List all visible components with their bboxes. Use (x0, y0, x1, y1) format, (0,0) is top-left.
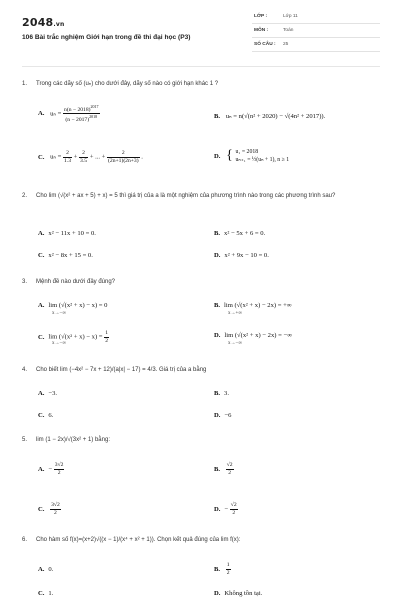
limit-subscript: x→−∞ (228, 341, 242, 346)
question-3 (22, 278, 382, 287)
question-number: 5. (22, 437, 28, 443)
option-text: uₙ = n(√(n² + 2020) − √(4n² + 2017)). (225, 113, 326, 120)
question-stem: lim (1 − 2x)/√(3x² + 1) bằng: (36, 437, 110, 443)
question-text (22, 536, 382, 545)
limit-subscript: x→−∞ (52, 341, 66, 346)
option-a[interactable]: A. −3. (38, 390, 58, 397)
fraction-numerator: n(n − 2018) (64, 106, 91, 113)
logo-suffix: .vn (53, 21, 65, 28)
question-1 (22, 80, 382, 89)
option-c[interactable]: C. $\frac{3√2}{2}$ (38, 502, 60, 516)
question-text (22, 366, 382, 375)
option-b[interactable]: B. $\frac{√2}{2}$ (214, 462, 233, 476)
option-fraction (63, 104, 99, 124)
option-c[interactable]: C. uₙ = $\frac{2}{1.3}$ + $\frac{2}{3.5}$ + ... + $\frac{2}{(2n+1)(2n+3)}$ . (38, 150, 143, 164)
fraction-denominator: (n − 2017) (65, 117, 90, 124)
question-2 (22, 192, 382, 201)
option-d[interactable]: D. − $\frac{√2}{2}$ (214, 502, 237, 516)
option-b[interactable]: B. lim (√(x² + x) − 2x) = +∞ x→+∞ (214, 302, 292, 316)
question-stem: Cho biết lim (−4x² − 7x + 12)/(a|x| − 17) = 4/3. Giá trị của a bằng (36, 367, 207, 373)
option-a[interactable]: A. lim (√(x² + x) − x) = 0 x→−∞ (38, 302, 108, 316)
option-b[interactable]: B. 3. (214, 390, 229, 397)
option-d[interactable]: D. lim (√(x² + x) − 2x) = −∞ x→−∞ (214, 332, 292, 346)
option-b[interactable]: B. x² − 5x + 6 = 0. (214, 230, 266, 237)
question-number: 1. (22, 81, 28, 87)
option-fraction: $\frac{3√2}{2}$ (54, 462, 64, 476)
meta-row-subject (252, 26, 380, 38)
option-b[interactable]: B. $\frac{1}{2}$ (214, 562, 230, 576)
question-number: 3. (22, 279, 28, 285)
question-text (22, 192, 382, 201)
question-5 (22, 436, 382, 445)
question-text (22, 436, 382, 445)
option-d[interactable]: D. Không tồn tại. (214, 590, 263, 597)
question-number: 6. (22, 537, 28, 543)
option-fraction: $\frac{2}{3.5}$ (80, 150, 88, 164)
meta-key: SỐ CÂU : (254, 42, 276, 47)
option-label: D. (214, 152, 221, 160)
limit-subscript: x→+∞ (228, 311, 242, 316)
option-c[interactable]: C. 1. (38, 590, 54, 597)
question-6 (22, 536, 382, 545)
question-stem: Cho hàm số f(x)=(x+2)√((x − 1)/(x⁴ + x² + 1)). Chọn kết quả đúng của lim f(x): (36, 537, 241, 543)
option-d[interactable]: D. −6 (214, 412, 232, 419)
site-logo[interactable] (22, 16, 64, 29)
question-stem: Trong các dãy số (uₙ) cho dưới đây, dãy số nào có giới hạn khác 1 ? (36, 81, 219, 87)
meta-row-count (252, 40, 380, 52)
page-title: 106 Bài trắc nghiệm Giới hạn trong đề thi đại học (P3) (22, 34, 191, 41)
header-divider (22, 66, 380, 67)
option-fraction: $\frac{2}{1.3}$ (64, 150, 72, 164)
option-a[interactable]: A. 0. (38, 566, 54, 573)
option-lhs: uₙ = (50, 110, 62, 118)
numerator-exponent: 2017 (90, 104, 99, 109)
option-c[interactable]: C. x² − 8x + 15 = 0. (38, 252, 93, 259)
option-fraction: $\frac{3√2}{2}$ (51, 502, 60, 516)
option-fraction: $\frac{1}{2}$ (226, 562, 230, 576)
meta-value: 25 (283, 42, 289, 47)
question-number: 4. (22, 367, 28, 373)
option-ellipsis: + ... + (89, 153, 106, 161)
option-a[interactable]: A. − $\frac{3√2}{2}$ (38, 462, 64, 476)
option-a[interactable]: A. x² − 11x + 10 = 0. (38, 230, 96, 237)
question-text (22, 278, 382, 287)
question-text (22, 80, 382, 89)
option-b[interactable] (214, 112, 325, 120)
option-fraction: $\frac{2}{(2n+1)(2n+3)}$ (108, 150, 139, 164)
option-a[interactable] (38, 104, 100, 124)
meta-row-class (252, 12, 380, 24)
option-fraction: $\frac{√2}{2}$ (226, 462, 233, 476)
question-stem: Cho lim (√(x² + ax + 5) + x) = 5 thì giá trị của a là một nghiệm của phương trình nào trong các phương trình sau? (36, 193, 336, 199)
meta-key: LỚP : (254, 14, 268, 19)
option-d[interactable] (214, 148, 289, 164)
meta-key: MÔN : (254, 28, 269, 33)
meta-value: Lớp 11 (283, 14, 298, 19)
option-label: B. (214, 113, 221, 120)
logo-main: 2048 (22, 16, 54, 29)
option-c[interactable]: C. lim (√(x² + x) − x) = $\frac{1}{2}$ x→−∞ (38, 330, 108, 346)
question-number: 2. (22, 193, 28, 199)
option-fraction: $\frac{1}{2}$ (105, 330, 108, 344)
question-4 (22, 366, 382, 375)
recurrence-system: u₁ = 2018 uₙ₊₁ = ½(uₙ + 1), n ≥ 1 (235, 149, 290, 163)
meta-value: Toán (283, 28, 294, 33)
denominator-exponent: 2018 (89, 114, 98, 120)
option-label: A. (38, 110, 45, 118)
limit-subscript: x→−∞ (52, 311, 66, 316)
question-stem: Mệnh đề nào dưới đây đúng? (36, 279, 116, 285)
option-fraction: $\frac{√2}{2}$ (230, 502, 237, 516)
option-c[interactable]: C. 6. (38, 412, 54, 419)
option-lhs: uₙ = (50, 153, 62, 161)
system-brace: { (226, 148, 233, 163)
document-header (0, 0, 400, 68)
option-d[interactable]: D. x² + 9x − 10 = 0. (214, 252, 269, 259)
option-label: C. (38, 153, 45, 161)
